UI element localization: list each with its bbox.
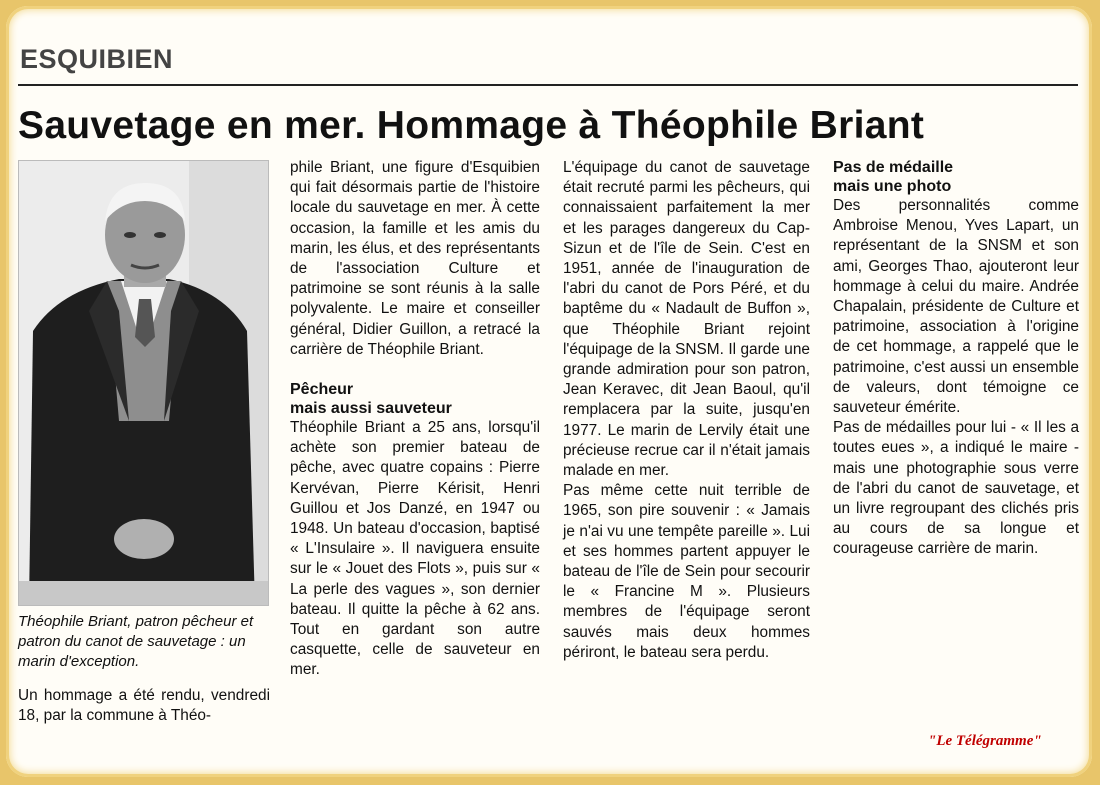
portrait-photo [18,160,269,606]
subheading-1-line-1: Pêcheur [290,381,354,399]
section-title: ESQUIBIEN [20,44,174,74]
portrait-figure [19,161,268,605]
article-column-1 [18,686,270,726]
article-column-4 [833,158,1079,560]
newspaper-credit: "Le Télégramme" [928,733,1042,749]
subheading-1-line-2: mais aussi sauveteur [290,400,452,418]
headline: Sauvetage en mer. Hommage à Théophile Briant [18,104,925,147]
photo-caption: Théophile Briant, patron pêcheur et patron du canot de sauvetage : un marin d'exception. [18,613,254,670]
paragraph-fisherman: Théophile Briant a 25 ans, lorsqu'il achète son premier bateau de pêche, avec quatre copains : Pierre Kervévan, Pierre Kérisit, Henri Guillou et Jos Danzé, en 1947 ou 1948. Un bateau d'occasion, baptisé « L'Insulaire ». Il naviguera ensuite sur le « Jouet des Flots », puis sur « La perle des vagues », son dernier bateau. Il quitte la pêche à 62 ans. Tout en gardant son autre casquette, celle de sauveteur en mer. [290,419,540,679]
subheading-2-line-2: mais une photo [833,178,952,195]
paragraph-tribute: Des personnalités comme Ambroise Menou, Yves Lapart, un représentant de la SNSM et son ami, Georges Thao, ajouteront leur hommage à celui du maire. Andrée Chapalain, présidente de Culture et patrimoine, association à l'origine de cet hommage, a rappelé que le patrimoine, c'est aussi un ensemble de valeurs, dont témoigne ce sauveteur émérite. [833,197,1079,417]
subheading-2-line-1: Pas de médaille [833,159,954,176]
intro-paragraph-start: Un hommage a été rendu, vendredi 18, par la commune à Théo- [18,687,270,725]
paragraph-crew: L'équipage du canot de sauvetage était recruté parmi les pêcheurs, qui connaissaient parfaitement la mer et les parages dangereux du Cap-Sizun et de l'île de Sein. C'est en 1951, année de l'inauguration de l'abri du canot de Pors Péré, et du baptême du « Nadault de Buffon », que Théophile Briant rejoint l'équipage de la SNSM. Il garde une grande admiration pour son patron, Jean Keravec, dit Jean Baoul, qu'il remplacera par la suite, jusqu'en 1977. Le marin de Lervily était une précieuse recrue car il n'était jamais malade en mer. [563,159,810,480]
section-rule [18,84,1078,86]
intro-paragraph-end: phile Briant, une figure d'Esquibien qui fait désormais partie de l'histoire locale du sauvetage en mer. À cette occasion, la famille et les amis du marin, les élus, et des représentants de l'association Culture et patrimoine se sont réunis à la salle polyvalente. Le maire et conseiller général, Didier Guillon, a retracé la carrière de Théophile Briant. [290,159,540,358]
paragraph-storm: Pas même cette nuit terrible de 1965, son pire souvenir : « Jamais je n'ai vu une tempête pareille ». Lui et ses hommes partent appuyer le bateau de l'île de Sein pour secourir le « Francine M ». Plusieurs membres de l'équipage seront sauvés mais deux hommes périront, le bateau sera perdu. [563,482,810,661]
article-column-3 [563,158,810,663]
article-column-2 [290,158,540,681]
paragraph-no-medal: Pas de médailles pour lui - « Il les a toutes eues », a indiqué le maire - mais une photographie sous verre de l'abri du canot de sauvetage, et un livre regroupant des clichés pris au cours de sa longue et courageuse carrière de marin. [833,419,1079,558]
